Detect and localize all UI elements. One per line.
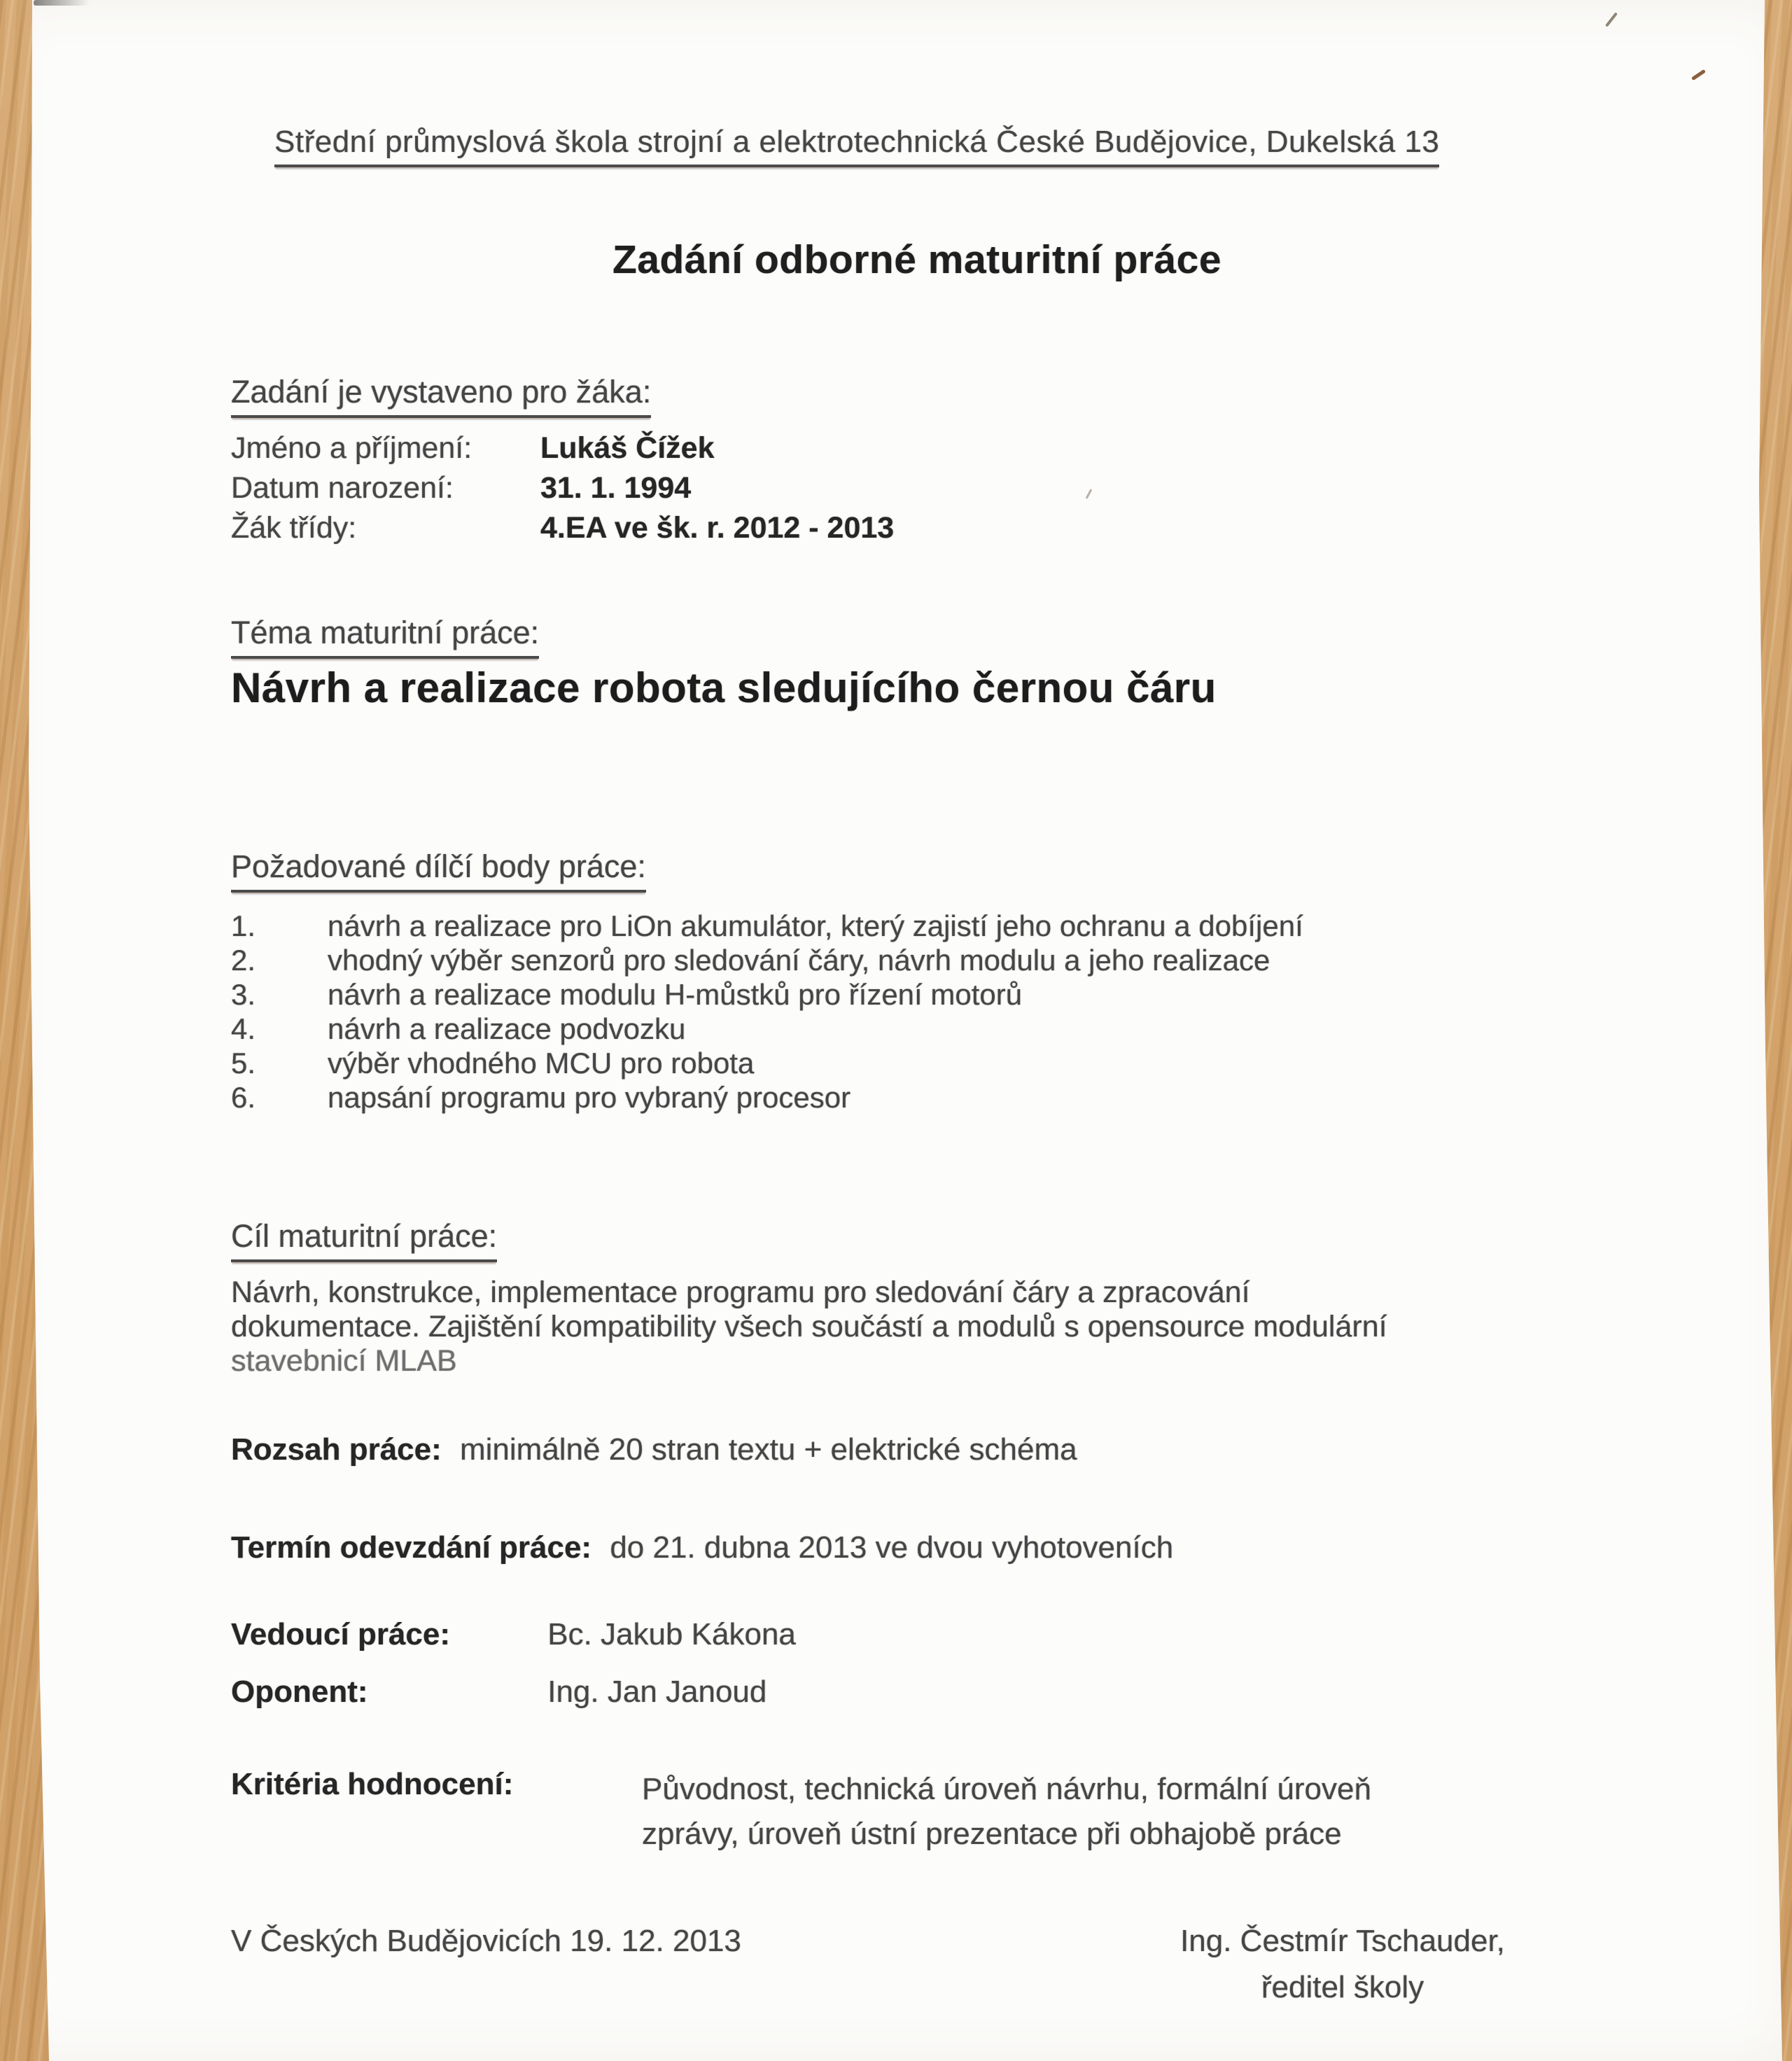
student-class-value: 4.EA ve šk. r. 2012 - 2013 bbox=[540, 511, 895, 545]
school-header bbox=[274, 125, 1439, 167]
student-name-value: Lukáš Čížek bbox=[540, 431, 715, 465]
criteria-line: zprávy, úroveň ústní prezentace při obhajobě práce bbox=[642, 1817, 1342, 1851]
list-item bbox=[231, 909, 1303, 943]
goal-line: dokumentace. Zajištění kompatibility všech součástí a modulů s opensource modulární bbox=[231, 1310, 1387, 1343]
document-title: Zadání odborné maturitní práce bbox=[612, 237, 1222, 282]
scope-value: minimálně 20 stran textu + elektrické schéma bbox=[460, 1432, 1077, 1467]
requirements-list bbox=[231, 909, 1303, 1115]
goal-line: stavebnicí MLAB bbox=[231, 1344, 457, 1378]
student-birthdate-row bbox=[231, 471, 894, 511]
scope-row bbox=[231, 1432, 1077, 1467]
scan-speck bbox=[1605, 12, 1618, 27]
list-item bbox=[231, 1012, 1303, 1046]
scan-speck bbox=[1086, 489, 1093, 499]
requirements-heading bbox=[231, 848, 646, 893]
list-item-number: 1. bbox=[231, 909, 256, 942]
scope-label: Rozsah práce: bbox=[231, 1432, 442, 1467]
signature-role: ředitel školy bbox=[1261, 1970, 1424, 2004]
requirements-heading-text: Požadované dílčí body práce: bbox=[231, 848, 646, 893]
goal-heading bbox=[231, 1218, 497, 1262]
deadline-value: do 21. dubna 2013 ve dvou vyhotoveních bbox=[610, 1530, 1174, 1565]
school-header-text: Střední průmyslová škola strojní a elektrotechnická České Budějovice, Dukelská 13 bbox=[274, 125, 1439, 167]
student-section-heading bbox=[231, 374, 651, 418]
list-item-number: 3. bbox=[231, 978, 256, 1011]
list-item-text: návrh a realizace podvozku bbox=[328, 1012, 686, 1045]
supervisor-value: Bc. Jakub Kákona bbox=[547, 1617, 796, 1651]
student-class-label: Žák třídy: bbox=[231, 511, 357, 545]
list-item-text: napsání programu pro vybraný procesor bbox=[328, 1081, 851, 1114]
opponent-label: Oponent: bbox=[231, 1675, 368, 1709]
list-item-number: 6. bbox=[231, 1081, 256, 1114]
opponent-row bbox=[231, 1675, 766, 1710]
list-item-text: výběr vhodného MCU pro robota bbox=[328, 1047, 755, 1080]
student-class-row bbox=[231, 511, 894, 551]
signature-name: Ing. Čestmír Tschauder, bbox=[1180, 1924, 1505, 1958]
supervisor-row bbox=[231, 1617, 796, 1652]
student-birthdate-label: Datum narození: bbox=[231, 471, 454, 505]
list-item-text: návrh a realizace pro LiOn akumulátor, který zajistí jeho ochranu a dobíjení bbox=[328, 909, 1303, 942]
list-item-number: 5. bbox=[231, 1047, 256, 1080]
goal-heading-text: Cíl maturitní práce: bbox=[231, 1218, 497, 1262]
list-item bbox=[231, 943, 1303, 977]
deadline-label: Termín odevzdání práce: bbox=[231, 1530, 592, 1565]
topic-section-heading-text: Téma maturitní práce: bbox=[231, 615, 539, 659]
scan-speck bbox=[1691, 69, 1706, 81]
deadline-row bbox=[231, 1530, 1173, 1565]
list-item-number: 4. bbox=[231, 1012, 256, 1045]
student-name-label: Jméno a příjmení: bbox=[231, 431, 472, 465]
goal-paragraph bbox=[231, 1276, 1387, 1378]
topic-section-heading bbox=[231, 615, 539, 659]
list-item bbox=[231, 977, 1303, 1012]
criteria-value bbox=[642, 1767, 1371, 1857]
list-item-number: 2. bbox=[231, 944, 256, 977]
criteria-label: Kritéria hodnocení: bbox=[231, 1767, 514, 1801]
student-birthdate-value: 31. 1. 1994 bbox=[540, 471, 692, 505]
supervisor-label: Vedoucí práce: bbox=[231, 1617, 451, 1651]
footer-place-date: V Českých Budějovicích 19. 12. 2013 bbox=[231, 1924, 741, 1958]
thesis-topic-title: Návrh a realizace robota sledujícího černou čáru bbox=[231, 664, 1217, 711]
student-name-row bbox=[231, 431, 894, 471]
paper-edge-shadow bbox=[34, 0, 90, 6]
list-item-text: návrh a realizace modulu H-můstků pro řízení motorů bbox=[328, 978, 1023, 1011]
student-info bbox=[231, 431, 894, 551]
list-item-text: vhodný výběr senzorů pro sledování čáry, návrh modulu a jeho realizace bbox=[328, 944, 1270, 977]
opponent-value: Ing. Jan Janoud bbox=[547, 1675, 767, 1709]
footer-signature-block bbox=[1155, 1924, 1530, 2005]
student-section-heading-text: Zadání je vystaveno pro žáka: bbox=[231, 374, 651, 418]
criteria-line: Původnost, technická úroveň návrhu, formální úroveň bbox=[642, 1772, 1371, 1806]
list-item bbox=[231, 1080, 1303, 1115]
goal-line: Návrh, konstrukce, implementace programu pro sledování čáry a zpracování bbox=[231, 1276, 1250, 1309]
list-item bbox=[231, 1046, 1303, 1080]
